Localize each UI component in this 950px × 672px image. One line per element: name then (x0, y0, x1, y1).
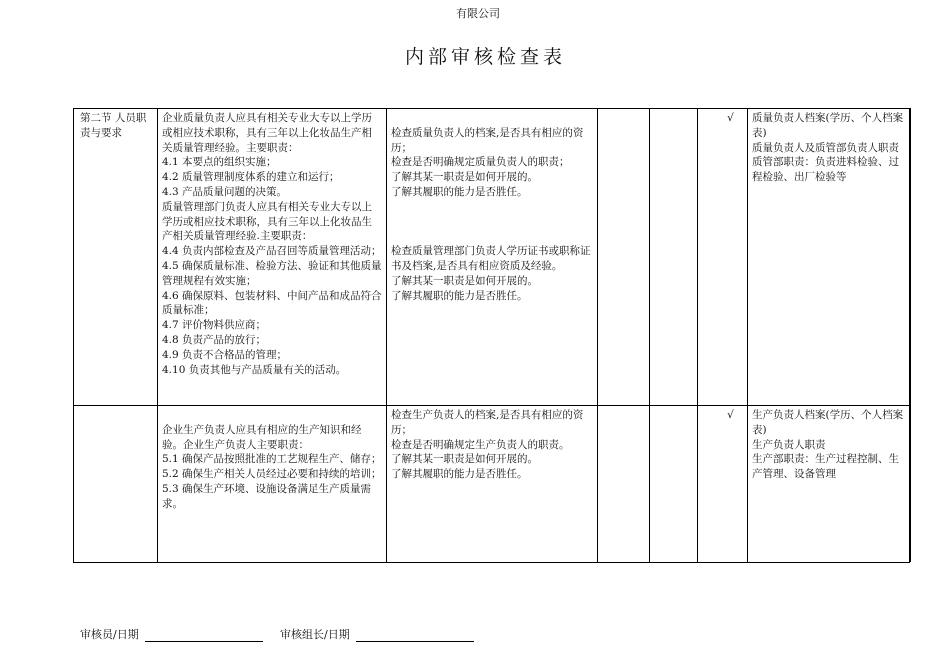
check-mark-cell (698, 109, 748, 406)
requirements-cell (158, 406, 387, 563)
record-text: 生产部职责：生产过程控制、生产管理、设备管理 (752, 453, 899, 481)
leader-signature (280, 626, 474, 642)
requirement-text: 企业生产负责人应具有相应的生产知识和经验。企业生产负责人主要职责： (162, 423, 362, 451)
record-text: 质量负责人及质管部负责人职责 (752, 141, 899, 154)
company-name: 有限公司 (456, 7, 500, 20)
records-cell (748, 406, 910, 563)
requirement-text: 4.6 确保原料、包装材料、中间产品和成品符合质量标准； (162, 289, 382, 317)
result-cell (598, 109, 650, 406)
requirement-text: 4.7 评价物料供应商； (162, 319, 267, 332)
method-spacer (391, 229, 593, 244)
section-cell (74, 406, 158, 563)
requirement-text: 4.4 负责内部检查及产品召回等质量管理活动； (162, 245, 382, 258)
requirement-text: 质量管理部门负责人应具有相关专业大专以上学历或相应技术职称，具有三年以上化妆品生产相关质量管理经验.主要职责： (162, 200, 372, 243)
requirement-text: 4.8 负责产品的放行； (162, 333, 267, 346)
requirement-text: 5.3 确保生产环境、设施设备满足生产质量需求。 (162, 482, 372, 510)
requirement-text: 企业质量负责人应具有相关专业大专以上学历或相应技术职称，具有三年以上化妆品生产相关质量管理经验。主要职责： (162, 112, 372, 154)
leader-signature-line[interactable] (356, 629, 474, 642)
section-cell (74, 109, 158, 406)
method-text: 了解其某一职责是如何开展的。 (391, 453, 538, 466)
page-title: 内部审核检查表 (405, 46, 567, 68)
requirements-cell (158, 109, 387, 406)
method-text: 检查生产负责人的档案,是否具有相应的资历； (391, 409, 584, 436)
record-text: 生产负责人职责 (752, 438, 826, 451)
result-cell (650, 109, 698, 406)
method-text: 检查质量管理部门负责人学历证书或职称证书及档案,是否具有相应资质及经验。 (391, 245, 591, 272)
record-text: 质管部职责：负责进料检验、过程检验、出厂检验等 (752, 156, 899, 184)
method-text: 了解其履职的能力是否胜任。 (391, 185, 528, 198)
method-spacer (391, 215, 593, 230)
requirement-text: 4.3 产品质量问题的决策。 (162, 185, 288, 198)
check-mark-cell (698, 406, 748, 563)
methods-cell (387, 406, 598, 563)
check-mark: √ (727, 409, 734, 421)
auditor-signature (80, 626, 263, 642)
auditor-label: 审核员/日期 (80, 628, 139, 641)
method-text: 了解其某一职责是如何开展的。 (391, 171, 538, 184)
method-text: 了解其某一职责是如何开展的。 (391, 274, 538, 287)
method-text: 了解其履职的能力是否胜任。 (391, 468, 528, 481)
requirement-text: 4.1 本要点的组织实施； (162, 156, 277, 169)
method-text: 检查是否明确规定生产负责人的职责。 (391, 438, 570, 451)
records-cell (748, 109, 910, 406)
record-text: 生产负责人档案(学历、个人档案表) (752, 409, 904, 436)
table-row (74, 109, 910, 406)
method-text: 检查质量负责人的档案,是否具有相应的资历； (391, 126, 584, 154)
requirement-text: 5.1 确保产品按照批准的工艺规程生产、储存； (162, 453, 382, 466)
record-text: 质量负责人档案(学历、个人档案表) (752, 112, 904, 139)
requirement-text: 4.2 质量管理制度体系的建立和运行； (162, 171, 340, 184)
result-cell (598, 406, 650, 563)
requirement-spacer (162, 408, 382, 423)
table-row (74, 406, 910, 563)
method-spacer (391, 111, 593, 126)
requirement-text: 4.5 确保质量标准、检验方法、验证和其他质量管理规程有效实施； (162, 259, 382, 287)
section-title: 第二节 人员职责与要求 (80, 112, 147, 139)
leader-label: 审核组长/日期 (280, 628, 350, 641)
methods-cell (387, 109, 598, 406)
auditor-signature-line[interactable] (145, 629, 263, 642)
checklist-table (73, 108, 910, 563)
table-right-border (909, 108, 911, 562)
method-text: 检查是否明确规定质量负责人的职责； (391, 156, 570, 169)
requirement-text: 4.10 负责其他与产品质量有关的活动。 (162, 363, 347, 376)
method-text: 了解其履职的能力是否胜任。 (391, 289, 528, 302)
method-spacer (391, 200, 593, 215)
requirement-text: 4.9 负责不合格品的管理； (162, 348, 288, 361)
check-mark: √ (727, 112, 734, 124)
result-cell (650, 406, 698, 563)
requirement-text: 5.2 确保生产相关人员经过必要和持续的培训； (162, 468, 382, 481)
